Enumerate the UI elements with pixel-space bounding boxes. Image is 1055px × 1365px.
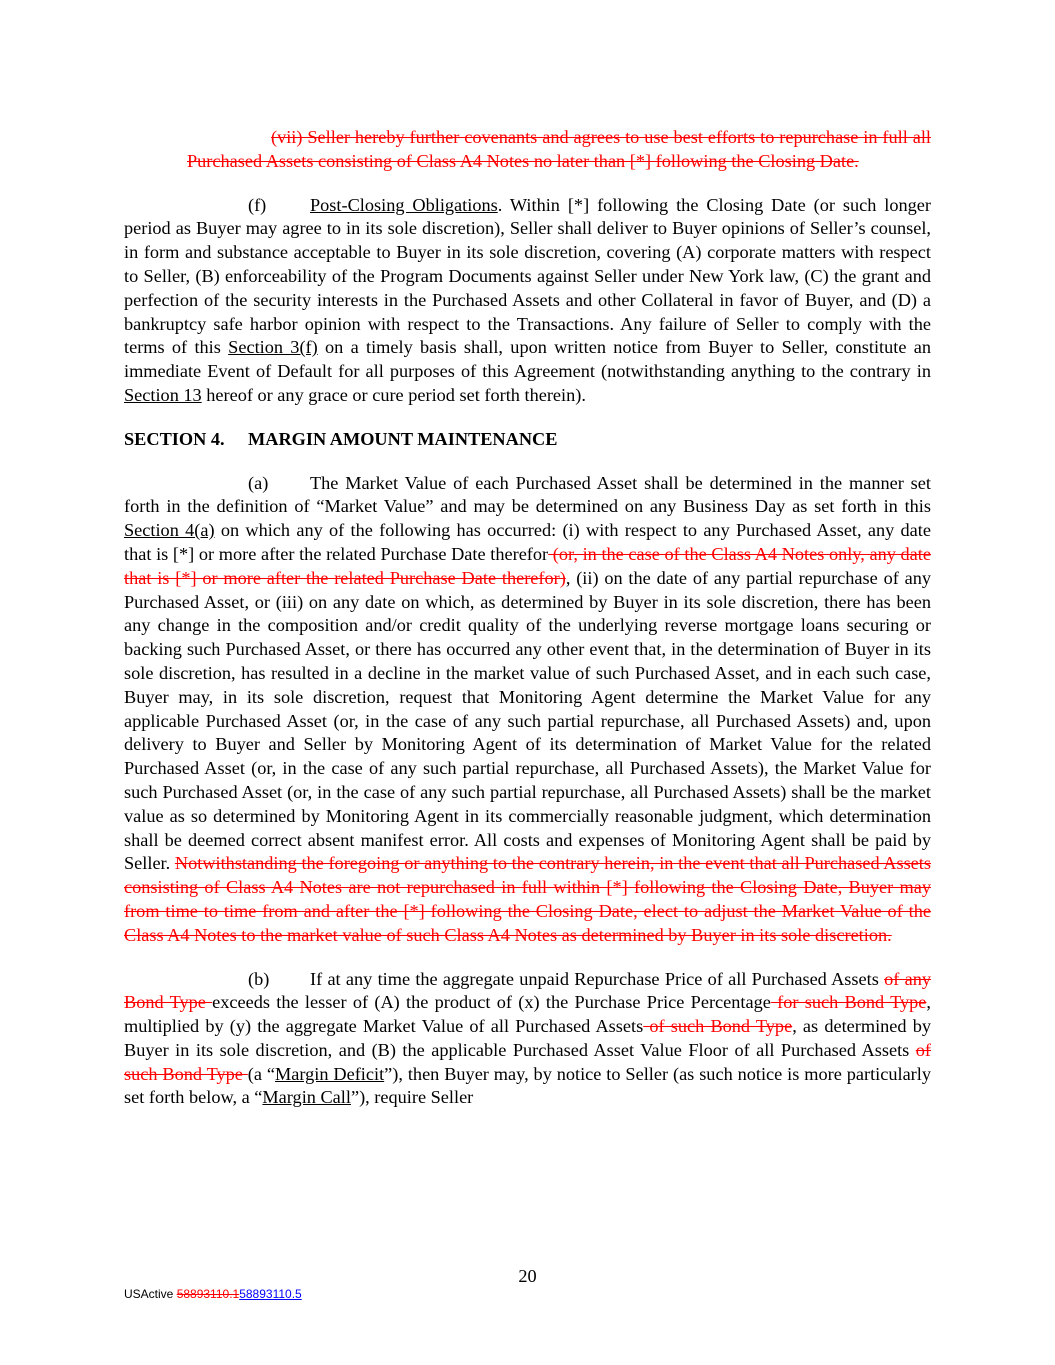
section-title: MARGIN AMOUNT MAINTENANCE bbox=[248, 428, 558, 449]
deleted-text: (or, in the case of the Class A4 Notes only, any date that is [*] or more after the related Purchase Date therefor) bbox=[124, 543, 931, 588]
clause-label: (f) bbox=[248, 194, 267, 215]
clause-label: (a) bbox=[248, 472, 269, 493]
section-heading bbox=[124, 428, 931, 452]
deleted-text: of any Bond Type bbox=[124, 968, 931, 1013]
footer-prefix: USActive bbox=[124, 1287, 177, 1301]
section-number: SECTION 4. bbox=[124, 428, 225, 449]
section-reference: Section 3(f) bbox=[228, 337, 318, 358]
paragraph-f: (f) Post-Closing Obligations. Within [*] following the Closing Date (or such longer period as Buyer may agree to in its sole discretion), Seller shall deliver to Buyer opinions of Seller’s counsel, in form and substance acceptable to Buyer in its sole discretion, covering (A) corporate matters with respect to Seller, (B) enforceability of the Program Documents against Seller under New York law, (C) the grant and perfection of the security interests in the Purchased Assets and other Collateral in favor of Buyer, and (D) a bankruptcy safe harbor opinion with respect to the Transactions. Any failure of Seller to comply with the terms of this Section 3(f) on a timely basis shall, upon written notice from Buyer to Seller, constitute an immediate Event of Default for all purposes of this Agreement (notwithstanding anything to the contrary in Section 13 hereof or any grace or cure period set forth therein). bbox=[124, 194, 931, 405]
footer-old-id: 58893110.1 bbox=[176, 1287, 240, 1301]
deleted-text: of such Bond Type bbox=[124, 1039, 931, 1084]
deleted-text: Notwithstanding the foregoing or anything to the contrary herein, in the event that all Purchased Assets consisting of Class A4 Notes are not repurchased in full within [*] following the Closing Date, Buyer may from time to time from and after the [*] following the Closing Date, elect to adjust the Market Value of the Class A4 Notes to the market value of such Class A4 Notes as determined by Buyer in its sole discretion. bbox=[124, 853, 931, 945]
document-footer bbox=[124, 1287, 302, 1301]
section-reference: Section 13 bbox=[124, 384, 202, 405]
page-number: 20 bbox=[518, 1266, 537, 1286]
clause-title: Post-Closing Obligations bbox=[310, 194, 498, 215]
paragraph-vii bbox=[124, 126, 931, 174]
deleted-text: (vii) Seller hereby further covenants and agrees to use best efforts to repurchase in full all Purchased Assets consisting of Class A4 Notes no later than [*] following the Closing Date. bbox=[187, 127, 931, 171]
defined-term: Margin Call bbox=[262, 1087, 351, 1108]
page-body bbox=[124, 126, 931, 1110]
deleted-text: of such Bond Type bbox=[643, 1016, 793, 1037]
footer-new-id: 58893110.5 bbox=[239, 1287, 302, 1301]
defined-term: Margin Deficit bbox=[275, 1063, 385, 1084]
paragraph-b: (b) If at any time the aggregate unpaid Repurchase Price of all Purchased Assets of any Bond Type exceeds the lesser of (A) the product of (x) the Purchase Price Percentage for such Bond Type, multiplied by (y) the aggregate Market Value of all Purchased Assets of such Bond Type, as determined by Buyer in its sole discretion, and (B) the applicable Purchased Asset Value Floor of all Purchased Assets of such Bond Type (a “Margin Deficit”), then Buyer may, by notice to Seller (as such notice is more particularly set forth below, a “Margin Call”), require Seller bbox=[124, 968, 931, 1108]
paragraph-a: (a) The Market Value of each Purchased Asset shall be determined in the manner set forth in the definition of “Market Value” and may be determined on any Business Day as set forth in this Section 4(a) on which any of the following has occurred: (i) with respect to any Purchased Asset, any date that is [*] or more after the related Purchase Date therefor (or, in the case of the Class A4 Notes only, any date that is [*] or more after the related Purchase Date therefor), (ii) on the date of any partial repurchase of any Purchased Asset, or (iii) on any date on which, as determined by Buyer in its sole discretion, there has been any change in the composition and/or credit quality of the underlying reverse mortgage loans securing or backing such Purchased Asset, or there has occurred any other event that, in the determination of Buyer in its sole discretion, has resulted in a decline in the market value of such Purchased Asset, and in each such case, Buyer may, in its sole discretion, request that Monitoring Agent determine the Market Value for any applicable Purchased Asset (or, in the case of any such partial repurchase, all Purchased Assets) and, upon delivery to Buyer and Seller by Monitoring Agent of its determination of Market Value for the related Purchased Asset (or, in the case of any such partial repurchase, all Purchased Assets), the Market Value for such Purchased Asset (or, in the case of any such partial repurchase, all Purchased Assets) shall be the market value as so determined by Monitoring Agent in its commercially reasonable judgment, which determination shall be deemed correct absent manifest error. All costs and expenses of Monitoring Agent shall be paid by Seller. Notwithstanding the foregoing or anything to the contrary herein, in the event that all Purchased Assets consisting of Class A4 Notes are not repurchased in full within [*] following the Closing Date, Buyer may from time to time from and after the [*] following the Closing Date, elect to adjust the Market Value of the Class A4 Notes to the market value of such Class A4 Notes as determined by Buyer in its sole discretion. bbox=[124, 472, 931, 945]
clause-label: (b) bbox=[248, 968, 270, 989]
deleted-text: for such Bond Type bbox=[770, 992, 927, 1013]
section-reference: Section 4(a) bbox=[124, 520, 215, 541]
